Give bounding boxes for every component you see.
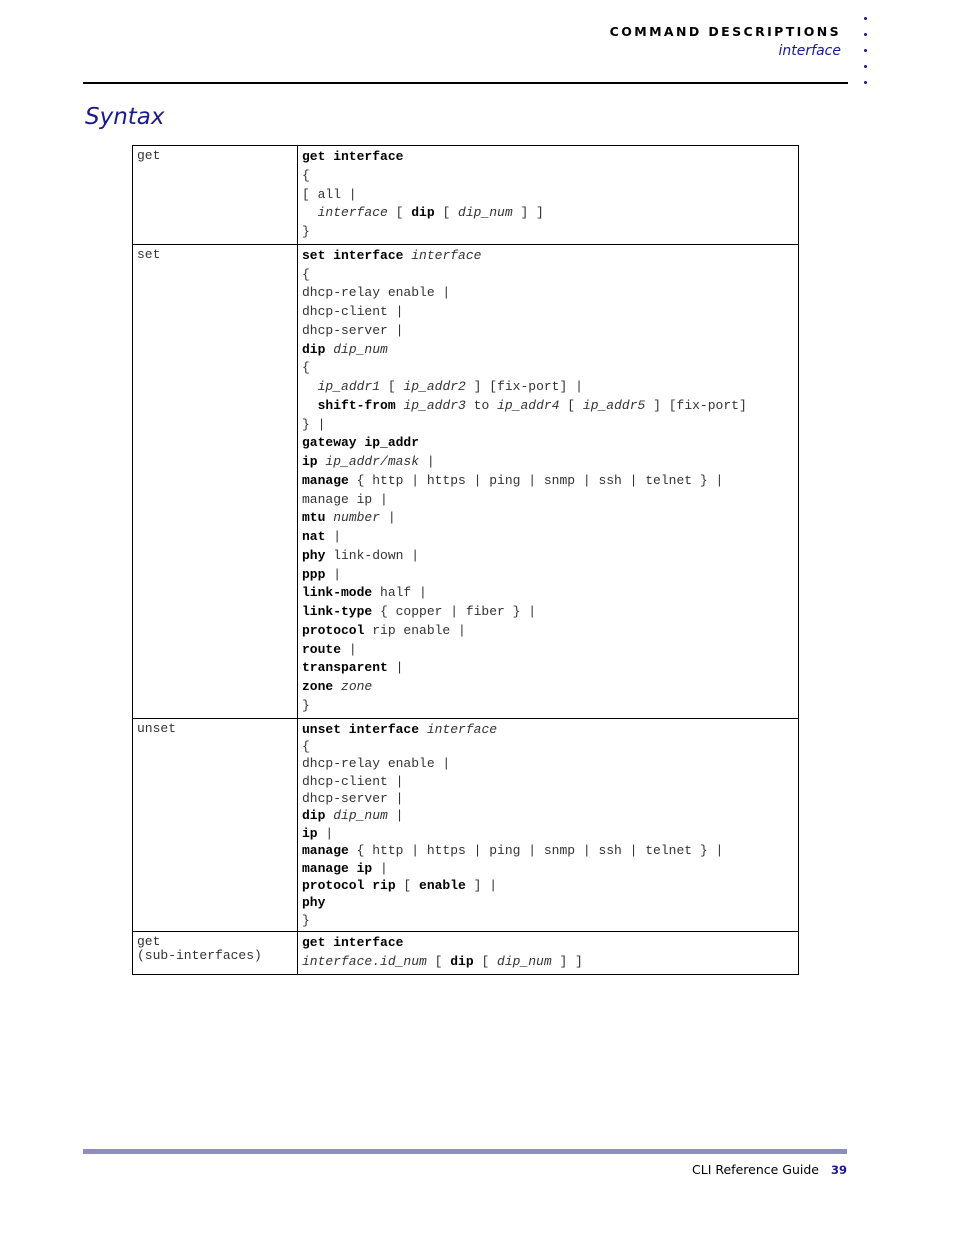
syntax-text: |: [419, 454, 435, 469]
syntax-line: [302, 659, 794, 678]
syntax-keyword: link-type: [302, 604, 373, 619]
syntax-text: } |: [302, 416, 326, 432]
syntax-parameter: ip_addr5: [582, 397, 646, 413]
syntax-text: [333, 679, 341, 694]
syntax-line: [302, 584, 794, 603]
syntax-line: [302, 934, 794, 953]
syntax-text: [: [380, 379, 404, 394]
syntax-text: [: [387, 205, 412, 221]
running-header-subsection: interface: [778, 43, 841, 59]
syntax-keyword: dip: [302, 341, 326, 357]
syntax-line: [302, 266, 794, 285]
syntax-parameter: interface: [411, 247, 482, 263]
syntax-line: [302, 416, 794, 435]
syntax-line: [302, 509, 794, 528]
syntax-line: [302, 167, 794, 186]
syntax-command-body: [298, 146, 799, 245]
syntax-keyword: zone: [302, 679, 334, 694]
syntax-text: |: [380, 510, 396, 526]
syntax-text: }: [302, 224, 310, 239]
section-title: Syntax: [85, 104, 165, 130]
syntax-text: link-down |: [325, 547, 420, 563]
syntax-text: dhcp-relay enable |: [302, 756, 451, 772]
syntax-parameter: dip_num: [497, 953, 552, 969]
syntax-line: [302, 491, 794, 510]
syntax-parameter: dip_num: [458, 205, 513, 221]
syntax-line: [302, 825, 794, 842]
syntax-line: [302, 738, 794, 755]
syntax-command-label: [133, 932, 298, 975]
syntax-text: rip enable |: [364, 622, 466, 638]
syntax-parameter: zone: [341, 679, 373, 694]
syntax-line: [302, 877, 794, 894]
syntax-parameter: ip_addr/mask: [325, 454, 420, 469]
syntax-keyword: mtu: [302, 510, 326, 526]
syntax-text: ] ]: [551, 953, 583, 969]
syntax-text: { copper | fiber } |: [372, 604, 537, 619]
syntax-text: [: [395, 878, 420, 894]
syntax-text: {: [302, 738, 310, 754]
syntax-command-label-line: get: [137, 934, 161, 950]
syntax-command-label-line: get: [137, 148, 161, 163]
syntax-text: {: [302, 167, 310, 183]
syntax-line: [302, 223, 794, 242]
syntax-row: [133, 146, 799, 245]
syntax-text: manage ip |: [302, 491, 388, 507]
syntax-keyword: ip: [302, 825, 318, 841]
syntax-parameter: dip_num: [333, 341, 388, 357]
syntax-keyword: manage: [302, 843, 349, 859]
syntax-keyword: dip: [411, 205, 435, 221]
syntax-line: [302, 842, 794, 859]
syntax-text: [: [426, 953, 451, 969]
syntax-text: dhcp-client |: [302, 304, 404, 319]
syntax-command-body: [298, 718, 799, 932]
syntax-text: { http | https | ping | snmp | ssh | telnet } |: [348, 472, 724, 488]
syntax-text: |: [372, 860, 388, 876]
syntax-keyword: set interface: [302, 247, 404, 263]
syntax-text: [: [559, 397, 583, 413]
syntax-line: [302, 721, 794, 738]
syntax-keyword: phy: [302, 895, 326, 911]
syntax-line: [302, 341, 794, 360]
syntax-line: [302, 790, 794, 807]
syntax-parameter: interface: [317, 205, 388, 221]
syntax-text: |: [387, 808, 404, 824]
syntax-parameter: ip_addr3: [403, 397, 466, 413]
syntax-command-label-line: (sub-interfaces): [137, 948, 262, 964]
syntax-line: [302, 547, 794, 566]
dot-icon: [864, 33, 867, 36]
syntax-keyword: nat: [302, 529, 326, 544]
syntax-command-label: [133, 244, 298, 718]
header-rule: [83, 82, 848, 84]
footer-rule: [83, 1149, 847, 1154]
syntax-parameter: ip_addr1: [317, 379, 381, 394]
syntax-line: [302, 472, 794, 491]
syntax-keyword: get interface: [302, 935, 404, 951]
syntax-line: [302, 678, 794, 697]
syntax-line: [302, 566, 794, 585]
syntax-text: ] ]: [512, 205, 544, 221]
syntax-line: [302, 894, 794, 911]
syntax-parameter: ip_addr2: [403, 379, 466, 394]
syntax-command-label: [133, 718, 298, 932]
syntax-text: |: [325, 566, 342, 582]
syntax-command-label: [133, 146, 298, 245]
syntax-table-body: [133, 146, 799, 975]
syntax-text: {: [302, 360, 310, 376]
syntax-text: dhcp-client |: [302, 773, 404, 789]
syntax-text: [302, 205, 318, 220]
syntax-keyword: link-mode: [302, 585, 373, 601]
syntax-keyword: dip: [450, 953, 474, 969]
syntax-line: [302, 807, 794, 824]
syntax-line: [302, 359, 794, 378]
syntax-text: [302, 379, 318, 394]
syntax-line: [302, 622, 794, 641]
footer-guide-title: CLI Reference Guide: [692, 1162, 819, 1177]
syntax-line: [302, 204, 794, 223]
syntax-line: [302, 148, 794, 167]
syntax-table: [132, 145, 799, 975]
syntax-keyword: route: [302, 641, 342, 657]
syntax-text: half |: [372, 585, 427, 601]
syntax-parameter: ip_addr4: [497, 397, 560, 413]
syntax-line: [302, 434, 794, 453]
syntax-keyword: manage: [302, 472, 349, 488]
decorative-dots: [864, 17, 870, 97]
syntax-keyword: ip: [302, 454, 318, 469]
dot-icon: [864, 81, 867, 84]
syntax-keyword: enable: [419, 878, 466, 894]
syntax-text: dhcp-server |: [302, 791, 404, 807]
syntax-line: [302, 322, 794, 341]
running-header-section: COMMAND DESCRIPTIONS: [609, 24, 841, 39]
syntax-parameter: number: [333, 510, 381, 526]
syntax-line: [302, 773, 794, 790]
dot-icon: [864, 65, 867, 68]
syntax-text: |: [317, 825, 334, 841]
syntax-parameter: interface: [426, 721, 498, 737]
syntax-parameter: interface.id_num: [302, 953, 427, 969]
syntax-command-label-line: set: [137, 246, 161, 262]
syntax-keyword: ppp: [302, 566, 326, 582]
syntax-row: [133, 718, 799, 932]
syntax-text: |: [341, 641, 357, 657]
syntax-keyword: protocol: [302, 622, 365, 638]
syntax-line: [302, 247, 794, 266]
syntax-text: dhcp-server |: [302, 322, 404, 338]
syntax-line: [302, 755, 794, 772]
syntax-keyword: phy: [302, 547, 326, 563]
syntax-keyword: protocol rip: [302, 878, 396, 894]
syntax-keyword: transparent: [302, 660, 388, 676]
syntax-line: [302, 528, 794, 547]
syntax-text: |: [387, 660, 404, 676]
syntax-row: [133, 932, 799, 975]
syntax-text: |: [325, 529, 342, 544]
syntax-text: [ all |: [302, 186, 357, 202]
syntax-keyword: shift-from: [317, 397, 396, 413]
syntax-text: ] [fix-port]: [645, 397, 747, 413]
syntax-line: [302, 953, 794, 972]
syntax-text: {: [302, 266, 310, 282]
syntax-keyword: manage ip: [302, 860, 373, 876]
syntax-line: [302, 378, 794, 397]
syntax-text: dhcp-relay enable |: [302, 285, 451, 301]
syntax-text: }: [302, 697, 310, 713]
syntax-keyword: unset interface: [302, 721, 420, 737]
syntax-line: [302, 697, 794, 716]
syntax-line: [302, 603, 794, 622]
dot-icon: [864, 49, 867, 52]
syntax-line: [302, 912, 794, 929]
syntax-line: [302, 641, 794, 660]
syntax-text: [302, 398, 318, 413]
syntax-keyword: gateway ip_addr: [302, 435, 420, 451]
syntax-keyword: get interface: [302, 149, 404, 164]
syntax-line: [302, 303, 794, 322]
syntax-line: [302, 453, 794, 472]
syntax-parameter: dip_num: [333, 808, 388, 824]
syntax-line: [302, 397, 794, 416]
footer-page-number: 39: [831, 1163, 848, 1177]
dot-icon: [864, 17, 867, 20]
syntax-command-body: [298, 244, 799, 718]
syntax-line: [302, 186, 794, 205]
syntax-line: [302, 860, 794, 877]
syntax-text: [: [473, 953, 498, 969]
syntax-text: ] |: [465, 878, 498, 894]
syntax-text: ] [fix-port] |: [465, 379, 583, 394]
syntax-line: [302, 284, 794, 303]
syntax-text: }: [302, 912, 310, 928]
syntax-command-label-line: unset: [137, 720, 177, 736]
syntax-row: [133, 244, 799, 718]
syntax-text: to: [465, 397, 498, 413]
syntax-keyword: dip: [302, 808, 326, 824]
syntax-text: [: [434, 205, 459, 221]
syntax-text: [419, 722, 427, 737]
syntax-text: { http | https | ping | snmp | ssh | telnet } |: [348, 843, 724, 859]
syntax-command-body: [298, 932, 799, 975]
